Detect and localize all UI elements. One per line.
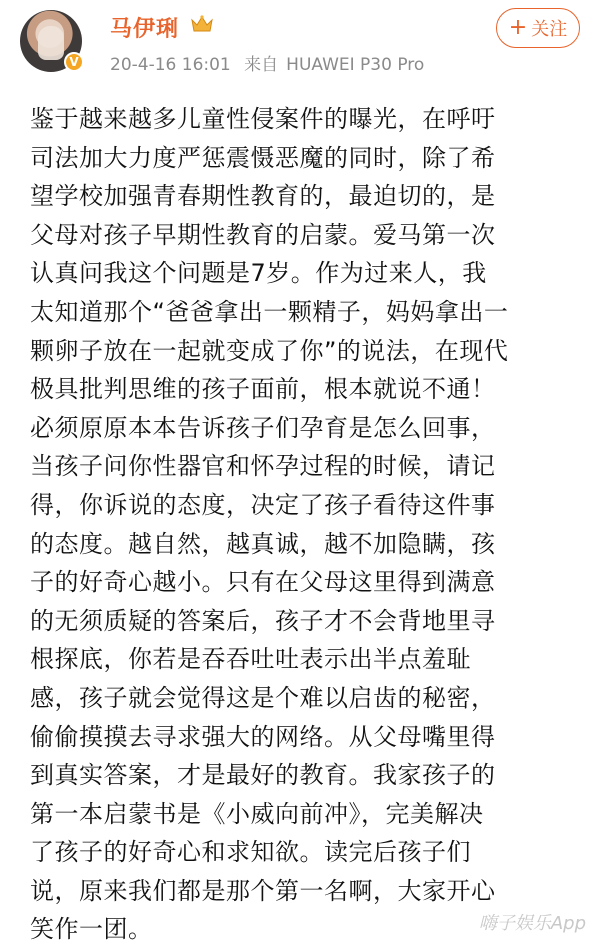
post-header bbox=[0, 0, 600, 88]
post-text-line: 笑作一团。 bbox=[30, 915, 153, 944]
device-name: HUAWEI P30 Pro bbox=[286, 55, 425, 75]
avatar-hand-graphic bbox=[38, 26, 64, 60]
crown-icon bbox=[190, 14, 214, 34]
post-body bbox=[30, 100, 580, 947]
post-text-line: 的态度。越自然，越真诚，越不加隐瞒，孩 bbox=[30, 529, 496, 558]
post-text-line: 第一本启蒙书是《小威向前冲》，完美解决 bbox=[30, 799, 484, 828]
post-meta bbox=[110, 50, 432, 75]
post-text-line: 当孩子问你性器官和怀孕过程的时候，请记 bbox=[30, 452, 496, 481]
post-text-line: 偷偷摸摸去寻求强大的网络。从父母嘴里得 bbox=[30, 722, 496, 751]
post-text-line: 了孩子的好奇心和求知欲。读完后孩子们 bbox=[30, 838, 471, 867]
post-text-line: 说，原来我们都是那个第一名啊，大家开心 bbox=[30, 876, 496, 905]
post-text-line: 子的好奇心越小。只有在父母这里得到满意 bbox=[30, 568, 496, 597]
watermark: 嗨子娱乐App bbox=[478, 913, 586, 934]
v-badge-icon: V bbox=[64, 52, 84, 72]
post-text-line: 到真实答案，才是最好的教育。我家孩子的 bbox=[30, 761, 496, 790]
follow-label: 关注 bbox=[531, 19, 568, 40]
author-name[interactable]: 马伊琍 bbox=[110, 17, 180, 42]
post-date: 20-4-16 16:01 bbox=[110, 55, 231, 75]
post-text-line: 父母对孩子早期性教育的启蒙。爱马第一次 bbox=[30, 220, 496, 249]
post-text-line: 颗卵子放在一起就变成了你”的说法，在现代 bbox=[30, 336, 509, 365]
post-text-line: 司法加大力度严惩震慑恶魔的同时，除了希 bbox=[30, 143, 496, 172]
post-text-line: 得，你诉说的态度，决定了孩子看待这件事 bbox=[30, 490, 496, 519]
source-prefix: 来自 bbox=[244, 55, 279, 75]
post-text-line: 根探底，你若是吞吞吐吐表示出半点羞耻 bbox=[30, 645, 471, 674]
post-text-line: 认真问我这个问题是7岁。作为过来人，我 bbox=[30, 259, 487, 288]
post-text-line: 太知道那个“爸爸拿出一颗精子，妈妈拿出一 bbox=[30, 297, 509, 326]
follow-button[interactable] bbox=[496, 8, 580, 48]
post-text-line: 极具批判思维的孩子面前，根本就说不通！ bbox=[30, 375, 496, 404]
post-text-line: 感，孩子就会觉得这是个难以启齿的秘密， bbox=[30, 683, 496, 712]
post-text-line: 的无须质疑的答案后，孩子才不会背地里寻 bbox=[30, 606, 496, 635]
plus-icon: + bbox=[508, 15, 528, 40]
post-text-line: 必须原原本本告诉孩子们孕育是怎么回事， bbox=[30, 413, 496, 442]
post-text-line: 鉴于越来越多儿童性侵案件的曝光，在呼吁 bbox=[30, 105, 496, 133]
post-text-line: 望学校加强青春期性教育的，最迫切的，是 bbox=[30, 182, 496, 211]
